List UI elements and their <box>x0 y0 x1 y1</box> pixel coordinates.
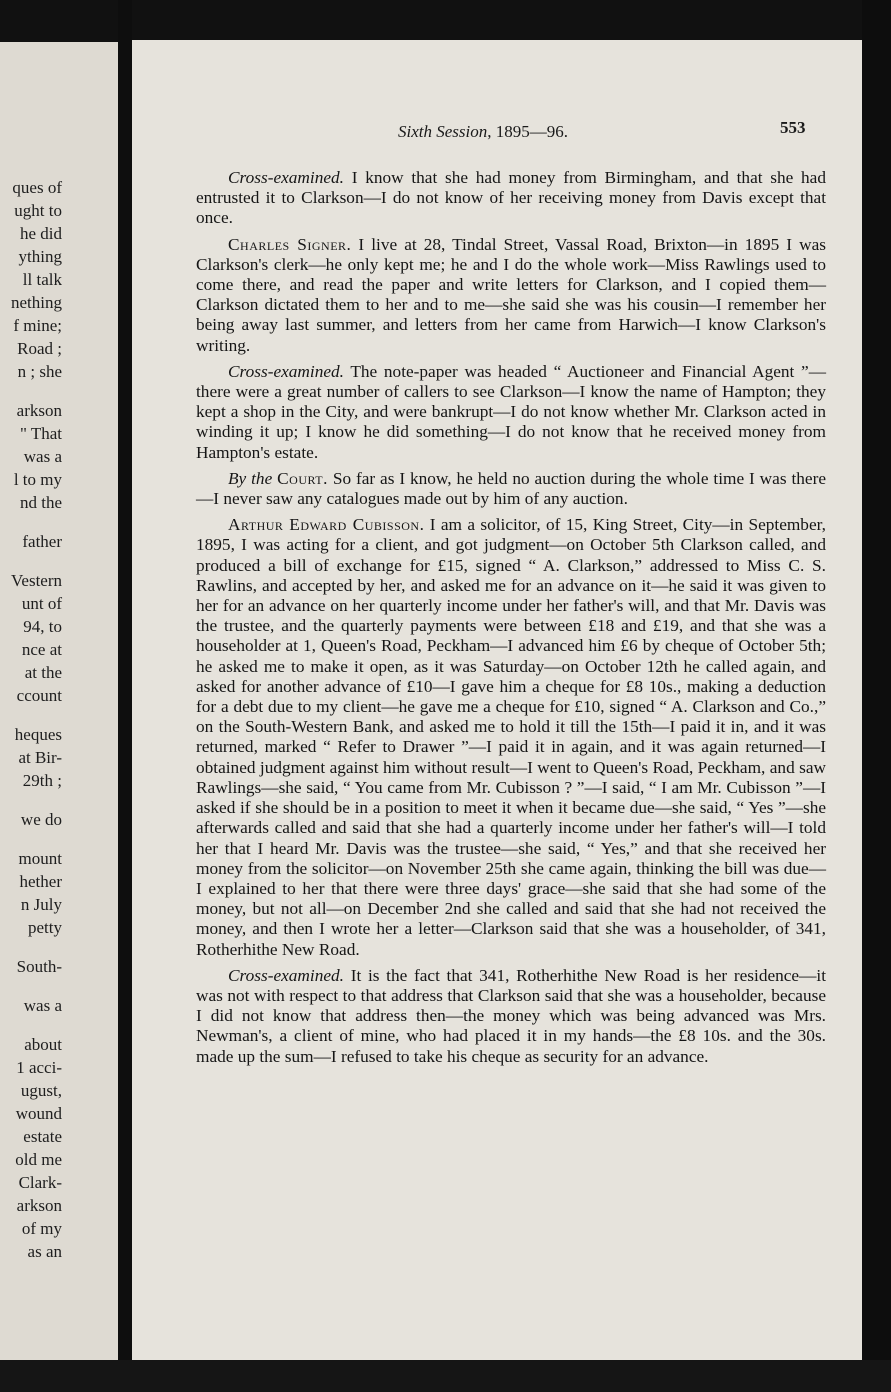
paragraph <box>196 235 826 356</box>
running-header <box>398 122 568 142</box>
paragraph-lead: Cross-examined. <box>228 168 344 187</box>
left-page-fragment: l to my <box>13 470 62 489</box>
paragraph <box>196 168 826 229</box>
left-page-fragment: ught to <box>14 201 62 220</box>
left-page-fragment: about <box>24 1035 62 1054</box>
scan-top-border <box>0 0 891 42</box>
left-page-fragment: petty <box>28 918 62 937</box>
left-page-fragment: arkson <box>16 401 62 420</box>
left-page-fragment: Vestern <box>11 571 62 590</box>
left-page-fragment: hether <box>19 872 62 891</box>
paragraph-lead: By the Court. <box>228 468 328 488</box>
left-page-fragment: ugust, <box>20 1081 62 1100</box>
left-page-fragment: as an <box>27 1242 62 1261</box>
scan-right-border <box>862 0 891 1392</box>
left-page-fragment: father <box>22 532 62 551</box>
paragraph <box>196 469 826 509</box>
paragraph <box>196 966 826 1067</box>
left-page-fragment: nething <box>11 293 62 312</box>
left-page-fragment: nce at <box>21 640 62 659</box>
left-page-fragment: Clark- <box>18 1173 62 1192</box>
left-page-fragment: n ; she <box>17 362 62 381</box>
paragraph-lead: Cross-examined. <box>228 965 344 985</box>
left-page-fragment: arkson <box>16 1196 62 1215</box>
left-page-fragment: estate <box>23 1127 62 1146</box>
paragraph-text: The note-paper was headed “ Auctioneer and Financial Agent ”—there were a great number of callers to see Clarkson—I know the name of Hampton; they kept a shop in the City, and were bankrupt—I do not know whether Mr. Clarkson acted in winding it up; I know he did something—I do not know that he received money from Hampton's estate. <box>196 361 826 462</box>
paragraph-text: I am a solicitor, of 15, King Street, City—in September, 1895, I was acting for a client, and got judgment—on October 5th Clarkson called, and produced a bill of exchange for £15, signed “ A. Clarkson,” addressed to Miss C. S. Rawlins, and accepted by her, and asked me for an advance on it—he said it was given to her for an advance on her quarterly income under her father's will, and that Mr. Davis was the trustee, and the quarterly payments were between £18 and £19, and that she was a householder at 1, Queen's Road, Peckham—I advanced him £6 by cheque of October 5th; he asked me to make it open, as it was Saturday—on October 12th he called again, and asked for another advance of £10—I gave him a cheque for £8 10s., making a deduction for a debt due to my client—he gave me a cheque for £10, signed “ A. Clarkson and Co.,” on the South-Western Bank, and asked me to hold it till the 15th—I paid it in, and it was returned, marked “ Refer to Drawer ”—I paid it in again, and it was again returned—I obtained judgment against him without result—I went to Queen's Road, Peckham, and saw Rawlings—she said, “ You came from Mr. Cubisson ? ”—I said, “ I am Mr. Cubisson ”—I asked if she should be in a position to meet it when it became due—she said, “ Yes ”—she afterwards called and said that she had a quarterly income under her father's will—I told her that I heard Mr. Davis was the trustee—she said, “ Yes,” and that she received her money from the solicitor—on November 25th she came again, thinking the bill was due—I explained to her that there were three days' grace—she said that she had some of the money, but not all—on December 2nd she called and said that she had not received the money, and then I wrote her a letter—Clarkson said that she was a householder, of 341, Rotherhithe New Road. <box>196 515 826 959</box>
paragraph-lead: Charles Signer. <box>228 234 352 254</box>
paragraph-lead: Cross-examined. <box>228 361 344 381</box>
page-number: 553 <box>780 118 806 137</box>
paragraph-lead: Arthur Edward Cubisson. <box>228 515 425 535</box>
left-page-fragment: unt of <box>21 594 62 613</box>
left-page-fragment: nd the <box>19 493 62 512</box>
left-page-fragment: ll talk <box>22 270 62 289</box>
left-page-fragment: ything <box>18 247 62 266</box>
paragraph-text: I live at 28, Tindal Street, Vassal Road, Brixton—in 1895 I was Clarkson's clerk—he only kept me; he and I do the whole work—Miss Rawlings used to come there, and read the paper and write letters for Clarkson, and I copied them—Clarkson dictated them to her and to me—she said she was his cousin—I remember her being away last summer, and letters from her came from Harwich—I know Clarkson's writing. <box>196 234 826 355</box>
left-page-fragment: " That <box>19 424 62 443</box>
left-page-fragment: heques <box>14 725 62 744</box>
left-page-fragment: of my <box>21 1219 62 1238</box>
left-page <box>0 42 118 1360</box>
scan-bottom-border <box>0 1360 891 1392</box>
left-page-fragment: was a <box>23 996 62 1015</box>
page-body <box>196 168 826 1073</box>
left-page-fragment: at the <box>24 663 62 682</box>
left-page-fragment: ques of <box>12 178 62 197</box>
session-years: , 1895—96. <box>487 122 568 141</box>
left-page-fragment: at Bir- <box>18 748 62 767</box>
session-title: Sixth Session <box>398 122 488 141</box>
left-page-fragment: we do <box>20 810 62 829</box>
paragraph <box>196 515 826 959</box>
paragraph-text: I know that she had money from Birmingham, and that she had entrusted it to Clarkson—I do not know of her receiving money from Davis except that once. <box>196 168 826 228</box>
left-page-fragment: he did <box>19 224 62 243</box>
left-page-fragment: 1 acci- <box>16 1058 62 1077</box>
paragraph-text: So far as I know, he held no auction during the whole time I was there—I never saw any catalogues made out by him of any auction. <box>196 468 826 509</box>
left-page-fragment: 29th ; <box>22 771 62 790</box>
left-page-fragment: South- <box>16 957 62 976</box>
left-page-fragment: old me <box>15 1150 62 1169</box>
paragraph-text: It is the fact that 341, Rotherhithe New Road is her residence—it was not with respect to that address that Clarkson said that she was a householder, because I did not know that address then—the money which was being advanced was Mrs. Newman's, a client of mine, who had placed it in my hands—the £8 10s. and the 30s. made up the sum—I refused to take his cheque as security for an advance. <box>196 965 826 1066</box>
paragraph <box>196 362 826 463</box>
book-gutter <box>118 0 132 1392</box>
left-page-fragment: n July <box>20 895 62 914</box>
left-page-fragment: was a <box>23 447 62 466</box>
left-page-fragment: ccount <box>16 686 62 705</box>
left-page-fragment: wound <box>15 1104 62 1123</box>
left-page-fragment: 94, to <box>23 617 62 636</box>
left-page-fragment: mount <box>18 849 62 868</box>
left-page-fragment: Road ; <box>17 339 62 358</box>
left-page-fragment: f mine; <box>13 316 62 335</box>
